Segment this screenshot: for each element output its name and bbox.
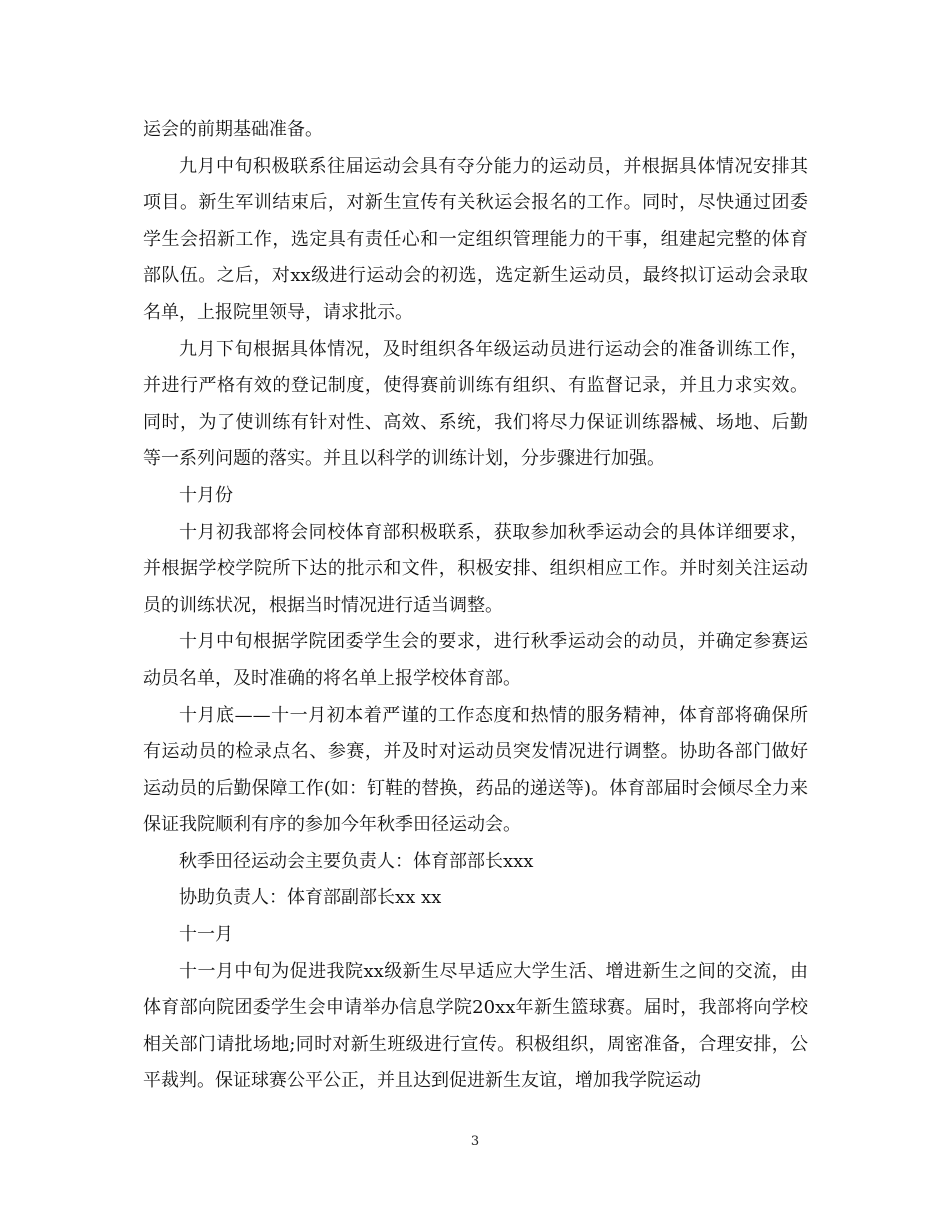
- paragraph-main-responsible: 秋季田径运动会主要负责人：体育部部长xxx: [179, 850, 534, 872]
- paragraph-late-october: 十月底——十一月初本着严谨的工作态度和热情的服务精神，体育部将确保所有运动员的检录点名、参赛，并及时对运动员突发情况进行调整。协助各部门做好运动员的后勤保障工作(如：钉鞋的替换，药品的递送等)。体育部届时会倾尽全力来保证我院顺利有序的参加今年秋季田径运动会。: [143, 704, 808, 836]
- paragraph-continuation: 运会的前期基础准备。: [143, 119, 323, 140]
- paragraph-mid-november: 十一月中旬为促进我院xx级新生尽早适应大学生活、增进新生之间的交流，由体育部向院团委学生会申请举办信息学院20xx年新生篮球赛。届时，我部将向学校相关部门请批场地;同时对新生班级进行宣传。积极组织，周密准备，合理安排，公平裁判。保证球赛公平公正，并且达到促进新生友谊，增加我学院运动: [143, 960, 808, 1092]
- document-body: [143, 112, 808, 1100]
- heading-november: 十一月: [179, 924, 233, 946]
- paragraph-late-september: 九月下旬根据具体情况，及时组织各年级运动员进行运动会的准备训练工作，并进行严格有效的登记制度，使得赛前训练有组织、有监督记录，并且力求实效。同时，为了使训练有针对性、高效、系统，我们将尽力保证训练器械、场地、后勤等一系列问题的落实。并且以科学的训练计划，分步骤进行加强。: [143, 338, 808, 470]
- page-number: 3: [470, 1134, 480, 1149]
- paragraph-assistant-responsible: 协助负责人：体育部副部长xx xx: [179, 887, 442, 909]
- heading-october: 十月份: [179, 484, 233, 506]
- paragraph-mid-october: 十月中旬根据学院团委学生会的要求，进行秋季运动会的动员，并确定参赛运动员名单，及时准确的将名单上报学校体育部。: [143, 631, 808, 689]
- paragraph-mid-september: 九月中旬积极联系往届运动会具有夺分能力的运动员，并根据具体情况安排其项目。新生军训结束后，对新生宣传有关秋运会报名的工作。同时，尽快通过团委学生会招新工作，选定具有责任心和一定组织管理能力的干事，组建起完整的体育部队伍。之后，对xx级进行运动会的初选，选定新生运动员，最终拟订运动会录取名单，上报院里领导，请求批示。: [143, 155, 808, 323]
- paragraph-early-october: 十月初我部将会同校体育部积极联系，获取参加秋季运动会的具体详细要求，并根据学校学院所下达的批示和文件，积极安排、组织相应工作。并时刻关注运动员的训练状况，根据当时情况进行适当调整。: [143, 521, 808, 616]
